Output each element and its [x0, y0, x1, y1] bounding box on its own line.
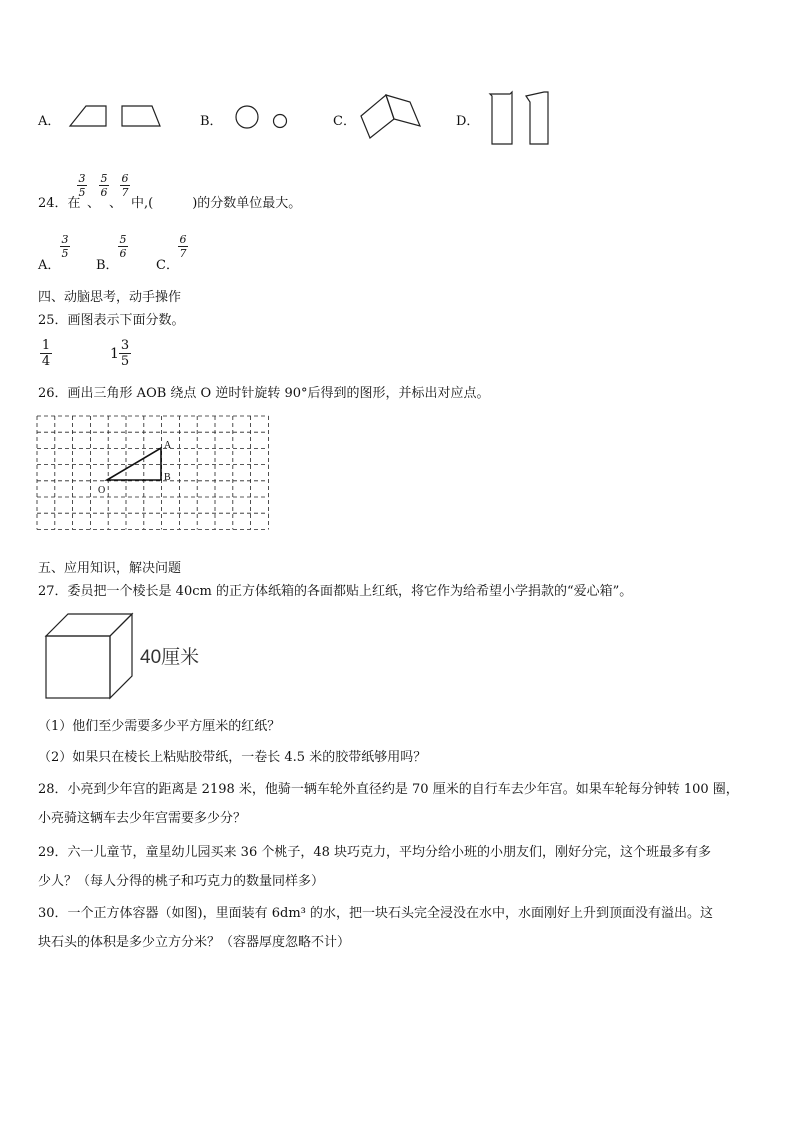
option-d-label[interactable]: D．: [456, 114, 480, 129]
rect-right-shape: [526, 92, 548, 144]
q28-line2: 小亮骑这辆车去少年宫需要多少分？: [38, 811, 247, 826]
numerator: 1: [41, 338, 51, 353]
option-b-circles-figure: [232, 102, 292, 132]
option-c-parallelograms-figure: [358, 92, 428, 142]
option-d-rectangles-figure: [482, 90, 557, 150]
point-o-label: O: [98, 485, 106, 496]
option-c-label[interactable]: C．: [333, 114, 356, 129]
trapezoid-shape: [122, 106, 160, 126]
q29-line2: 少人？（每人分得的桃子和巧克力的数量同样多）: [38, 874, 325, 889]
denominator: 5: [120, 354, 130, 369]
option-b-label[interactable]: B．: [200, 114, 223, 129]
denominator: 6: [100, 186, 108, 199]
q24-option-a-fraction: [60, 234, 70, 259]
point-b-label: B: [164, 472, 171, 483]
denominator: 5: [61, 247, 69, 260]
q24-suffix: 中,( )的分数单位最大。: [131, 196, 302, 211]
q24-option-a-label[interactable]: A．: [38, 258, 61, 273]
q25-fraction-1: [40, 338, 52, 369]
denominator: 6: [119, 247, 127, 260]
large-circle-shape: [236, 106, 258, 128]
small-circle-shape: [274, 115, 287, 128]
numerator: 5: [100, 172, 108, 185]
q24-option-b-label[interactable]: B．: [96, 258, 119, 273]
q24-option-c-fraction: [178, 234, 188, 259]
q25-mixed-whole: 1: [110, 346, 119, 362]
dashed-grid: [37, 416, 268, 529]
numerator: 3: [120, 338, 130, 353]
parallelogram-left-shape: [361, 95, 394, 138]
q30-line1: 30．一个正方体容器（如图)，里面装有 6dm³ 的水，把一块石头完全浸没在水中，水面刚好上升到顶面没有溢出。这: [38, 906, 714, 921]
q24-option-c-label[interactable]: C．: [156, 258, 179, 273]
q27-sub1: （1）他们至少需要多少平方厘米的红纸？: [38, 719, 281, 734]
cube-top-face: [46, 614, 132, 636]
cube-front-face: [46, 636, 110, 698]
numerator: 3: [78, 172, 86, 185]
q27-text: 27．委员把一个棱长是 40cm 的正方体纸箱的各面都贴上红纸，将它作为给希望小学捐款的“爱心箱”。: [38, 584, 633, 599]
cube-edge-length-label: 40厘米: [140, 647, 200, 668]
section-4-heading: 四、动脑思考，动手操作: [38, 290, 182, 305]
q24-fraction-1: [77, 173, 87, 198]
option-a-trapezoids-figure: [66, 102, 166, 132]
triangle-aob: [107, 448, 161, 480]
q30-line2: 块石头的体积是多少立方分米？（容器厚度忽略不计）: [38, 935, 351, 950]
cube-side-face: [110, 614, 132, 698]
q24-prefix: 24．在: [38, 196, 81, 211]
point-a-label: A: [164, 440, 172, 451]
option-a-label[interactable]: A．: [38, 114, 61, 129]
section-5-heading: 五、应用知识，解决问题: [38, 561, 182, 576]
q27-sub2: （2）如果只在棱长上粘贴胶带纸，一卷长 4.5 米的胶带纸够用吗？: [38, 750, 427, 765]
numerator: 6: [121, 172, 129, 185]
numerator: 5: [119, 233, 127, 246]
q24-separator: 、: [109, 196, 123, 211]
denominator: 7: [121, 186, 129, 199]
q26-rotation-grid: [36, 414, 268, 548]
q28-line1: 28．小亮到少年宫的距离是 2198 米，他骑一辆车轮外直径约是 70 厘米的自行车去少年宫。如果车轮每分钟转 100 圈，: [38, 782, 739, 797]
q25-fraction-2: [119, 338, 131, 369]
right-trapezoid-shape: [70, 106, 106, 126]
q24-option-b-fraction: [118, 234, 128, 259]
q24-fraction-3: [120, 173, 130, 198]
q27-cube-figure: [44, 612, 136, 702]
q29-line1: 29．六一儿童节，童星幼儿园买来 36 个桃子，48 块巧克力，平均分给小班的小朋友们，刚好分完，这个班最多有多: [38, 845, 712, 860]
q24-fraction-2: [99, 173, 109, 198]
denominator: 7: [179, 247, 187, 260]
q24-separator: 、: [87, 196, 101, 211]
q25-text: 25．画图表示下面分数。: [38, 313, 185, 328]
numerator: 6: [179, 233, 187, 246]
numerator: 3: [61, 233, 69, 246]
q26-text: 26．画出三角形 AOB 绕点 O 逆时针旋转 90°后得到的图形，并标出对应点。: [38, 386, 490, 401]
rect-left-shape: [490, 92, 512, 144]
denominator: 5: [78, 186, 86, 199]
denominator: 4: [41, 354, 51, 369]
